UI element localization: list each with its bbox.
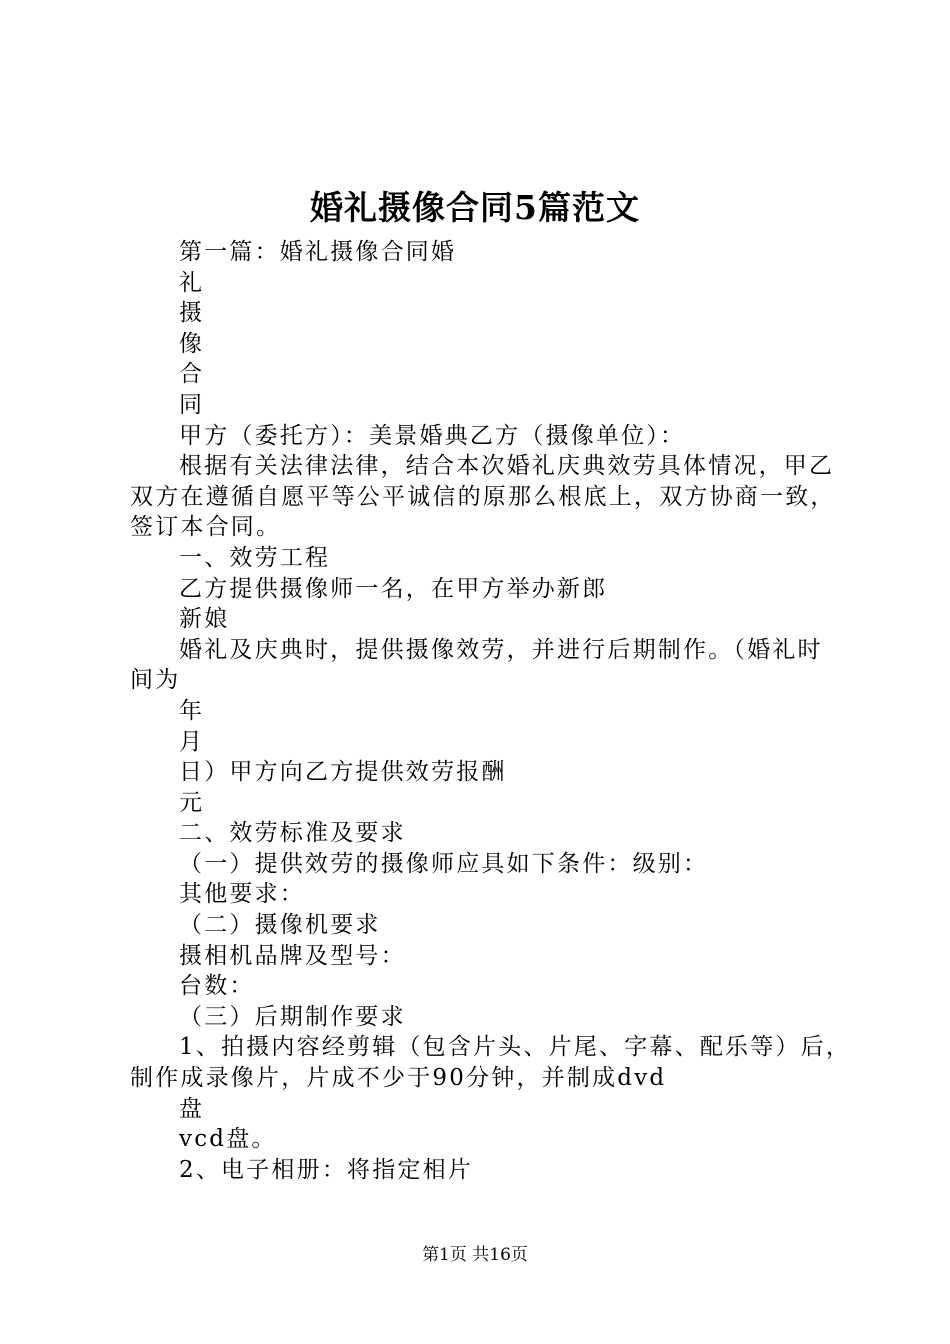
text-line: 摄相机品牌及型号： — [179, 942, 406, 969]
text-line: 盘 — [179, 1095, 205, 1122]
text-line: 礼 — [179, 269, 205, 296]
text-line: 根据有关法律法律，结合本次婚礼庆典效劳具体情况，甲乙 — [179, 453, 835, 480]
text-line: （三）后期制作要求 — [179, 1003, 406, 1030]
text-line: （一）提供效劳的摄像师应具如下条件：级别： — [179, 850, 709, 877]
text-line: vcd盘。 — [179, 1126, 277, 1153]
text-line: 甲方（委托方）：美景婚典乙方（摄像单位）： — [179, 422, 686, 449]
text-line: 合 — [179, 361, 205, 388]
text-line: 其他要求： — [179, 881, 305, 908]
text-line: 乙方提供摄像师一名，在甲方举办新郎 — [179, 575, 608, 602]
text-line: 日）甲方向乙方提供效劳报酬 — [179, 759, 507, 786]
text-line: （二）摄像机要求 — [179, 912, 381, 939]
text-line: 同 — [179, 391, 205, 418]
text-line: 双方在遵循自愿平等公平诚信的原那么根底上，双方协商一致， — [130, 483, 836, 510]
text-line: 像 — [179, 330, 205, 357]
section-heading: 二、效劳标准及要求 — [179, 820, 406, 847]
text-line: 年 — [179, 697, 205, 724]
text-line: 台数： — [179, 973, 255, 1000]
text-line: 第一篇：婚礼摄像合同婚 — [179, 239, 457, 265]
text-line: 签订本合同。 — [130, 514, 282, 541]
text-line: 间为 — [130, 667, 181, 694]
text-line: 婚礼及庆典时，提供摄像效劳，并进行后期制作。（婚礼时 — [179, 636, 823, 663]
text-line: 新娘 — [179, 606, 230, 633]
text-line: 2、电子相册：将指定相片 — [179, 1156, 474, 1183]
text-line: 1、拍摄内容经剪辑（包含片头、片尾、字幕、配乐等）后， — [179, 1034, 852, 1061]
document-title: 婚礼摄像合同5篇范文 — [310, 188, 640, 227]
text-line: 元 — [179, 789, 205, 816]
section-heading: 一、效劳工程 — [179, 544, 331, 571]
page-footer: 第1页 共16页 — [422, 1245, 528, 1265]
text-line: 摄 — [179, 300, 205, 327]
text-line: 月 — [179, 728, 205, 755]
document-body — [130, 237, 852, 1185]
text-line: 制作成录像片，片成不少于90分钟，并制成dvd — [130, 1065, 667, 1092]
